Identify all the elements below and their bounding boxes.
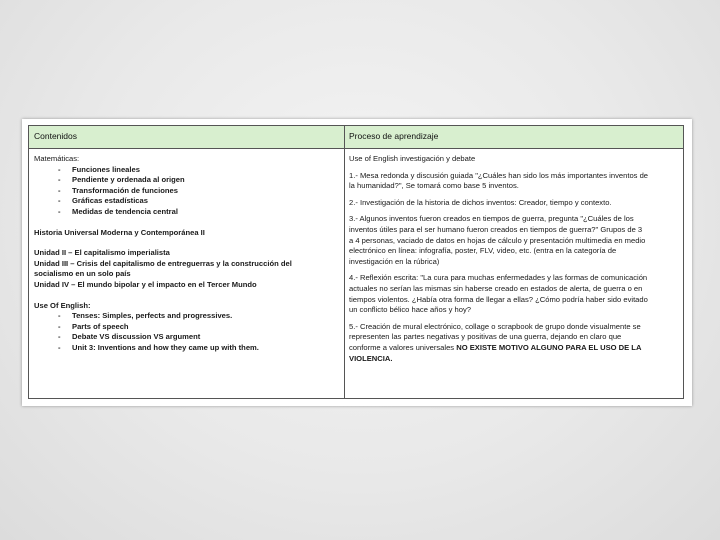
matematicas-item: - Medidas de tendencia central <box>58 206 178 216</box>
english-title: Use Of English: <box>34 300 91 310</box>
activity-4: 4.- Reflexión escrita: "La cura para muchas enfermedades y las formas de comunicación actuales no serían las mismas sin haberse creado en estados de alerta, de guerra o en tiempos violentos. ¿Había otra forma de llegar a ellas? ¿Cómo podría haber sido evitado un conflicto bélico hace años y hoy? <box>349 273 648 315</box>
document-card <box>22 119 692 406</box>
header-contenidos: Contenidos <box>34 131 78 141</box>
english-item: - Parts of speech <box>58 321 129 331</box>
header-proceso: Proceso de aprendizaje <box>349 131 439 141</box>
bold-statement: NO EXISTE MOTIVO ALGUNO PARA EL USO DE LA <box>456 342 642 352</box>
activity-3: 3.- Algunos inventos fueron creados en tiempos de guerra, pregunta "¿Cuáles de los inventos útiles para el ser humano fueron creados en tiempos de guerra?" Grupos de 3 a 4 personas, vaciado de datos en hojas de cálculo y presentación multimedia en medio electrónico en línea: infografía, poster, FLV, video, etc. (entra en la categoría de investigación en la rúbrica) <box>349 214 646 266</box>
activity-5: 5.- Creación de mural electrónico, collage o scrapbook de grupo donde visualmente se representen las partes negativas y positivas de una guerra, dejando en claro que conforme a valores universales NO EXISTE MOTIVO ALGUNO PARA EL USO DE LA VIOLENCIA. <box>349 322 679 364</box>
bold-statement-end: VIOLENCIA. <box>349 353 393 363</box>
activity-1: 1.- Mesa redonda y discusión guiada "¿Cuáles han sido los más importantes inventos de la humanidad?", Se tomará como base 5 inventos. <box>349 170 649 191</box>
matematicas-item: - Pendiente y ordenada al origen <box>58 175 185 185</box>
unidad-line: Unidad IV – El mundo bipolar y el impacto en el Tercer Mundo <box>34 279 257 289</box>
english-item: - Tenses: Simples, perfects and progressives. <box>58 311 233 321</box>
intro-line: Use of English investigación y debate <box>349 154 476 163</box>
english-item: - Debate VS discussion VS argument <box>58 332 201 342</box>
content-table <box>28 125 684 399</box>
matematicas-item: - Funciones lineales <box>58 164 140 174</box>
matematicas-item: - Transformación de funciones <box>58 185 178 195</box>
matematicas-item: - Gráficas estadísticas <box>58 196 148 206</box>
unidad-line: Unidad II – El capitalismo imperialista <box>34 248 170 258</box>
historia-title: Historia Universal Moderna y Contemporánea II <box>34 227 205 237</box>
matematicas-title: Matemáticas: <box>34 154 80 163</box>
column-divider <box>344 126 345 398</box>
unidad-line: Unidad III – Crisis del capitalismo de entreguerras y la construcción del <box>34 258 292 268</box>
table-header-row <box>29 126 683 149</box>
english-item: - Unit 3: Inventions and how they came up with them. <box>58 342 259 352</box>
proceso-column <box>349 154 679 370</box>
activity-2: 2.- Investigación de la historia de dichos inventos: Creador, tiempo y contexto. <box>349 197 612 207</box>
unidad-line: socialismo en un solo país <box>34 269 131 279</box>
contenidos-column <box>34 154 339 354</box>
